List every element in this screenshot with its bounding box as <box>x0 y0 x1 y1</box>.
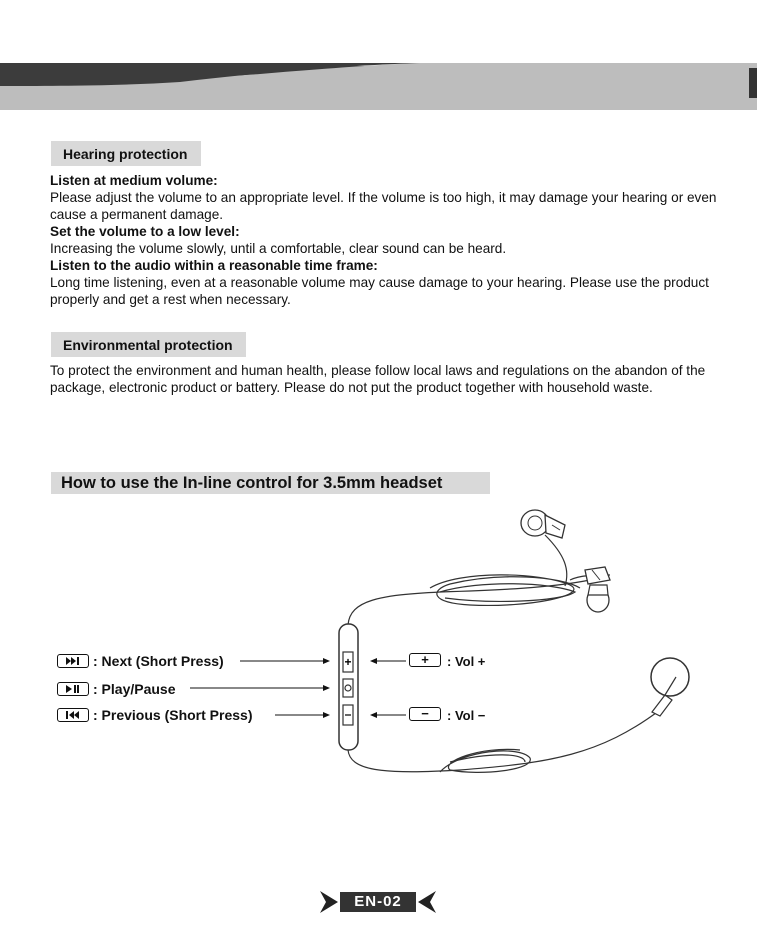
item-text: Increasing the volume slowly, until a comfortable, clear sound can be heard. <box>50 241 507 256</box>
left-arrows <box>180 650 330 730</box>
hearing-protection-heading: Hearing protection <box>51 141 201 166</box>
headset-diagram <box>320 500 757 790</box>
item-text: Long time listening, even at a reasonable volume may cause damage to your hearing. Please use the product properly and get a rest when necessary. <box>50 275 709 307</box>
item-title: Listen at medium volume: <box>50 173 218 188</box>
item-text: Please adjust the volume to an appropriate level. If the volume is too high, it may damage your hearing or even cause a permanent damage. <box>50 190 717 222</box>
environmental-protection-heading: Environmental protection <box>51 332 246 357</box>
play-pause-icon <box>57 682 89 696</box>
hearing-protection-body <box>50 172 720 308</box>
previous-track-icon <box>57 708 89 722</box>
vol-up-icon: + <box>409 653 441 667</box>
page-number: EN-02 <box>354 893 402 910</box>
earbud-icon <box>521 510 565 538</box>
audio-jack-icon <box>651 658 689 716</box>
right-arrows <box>370 650 410 730</box>
item-title: Set the volume to a low level: <box>50 224 240 239</box>
item-title: Listen to the audio within a reasonable time frame: <box>50 258 378 273</box>
header-banner <box>0 60 757 112</box>
next-label: : Next (Short Press) <box>93 653 224 669</box>
environmental-protection-text: To protect the environment and human health, please follow local laws and regulations on the abandon of the package, electronic product or battery. Please do not put the product together with household waste. <box>50 363 706 395</box>
inline-control-heading: How to use the In-line control for 3.5mm headset <box>51 472 490 494</box>
next-track-icon <box>57 654 89 668</box>
vol-up-label: : Vol + <box>447 654 486 669</box>
earbud-icon <box>585 567 610 612</box>
play-pause-label: : Play/Pause <box>93 681 176 697</box>
svg-text:+: + <box>344 655 352 669</box>
page-number-badge <box>318 888 438 916</box>
previous-label: : Previous (Short Press) <box>93 707 253 723</box>
vol-down-icon: − <box>409 707 441 721</box>
vol-down-label: : Vol − <box>447 708 486 723</box>
